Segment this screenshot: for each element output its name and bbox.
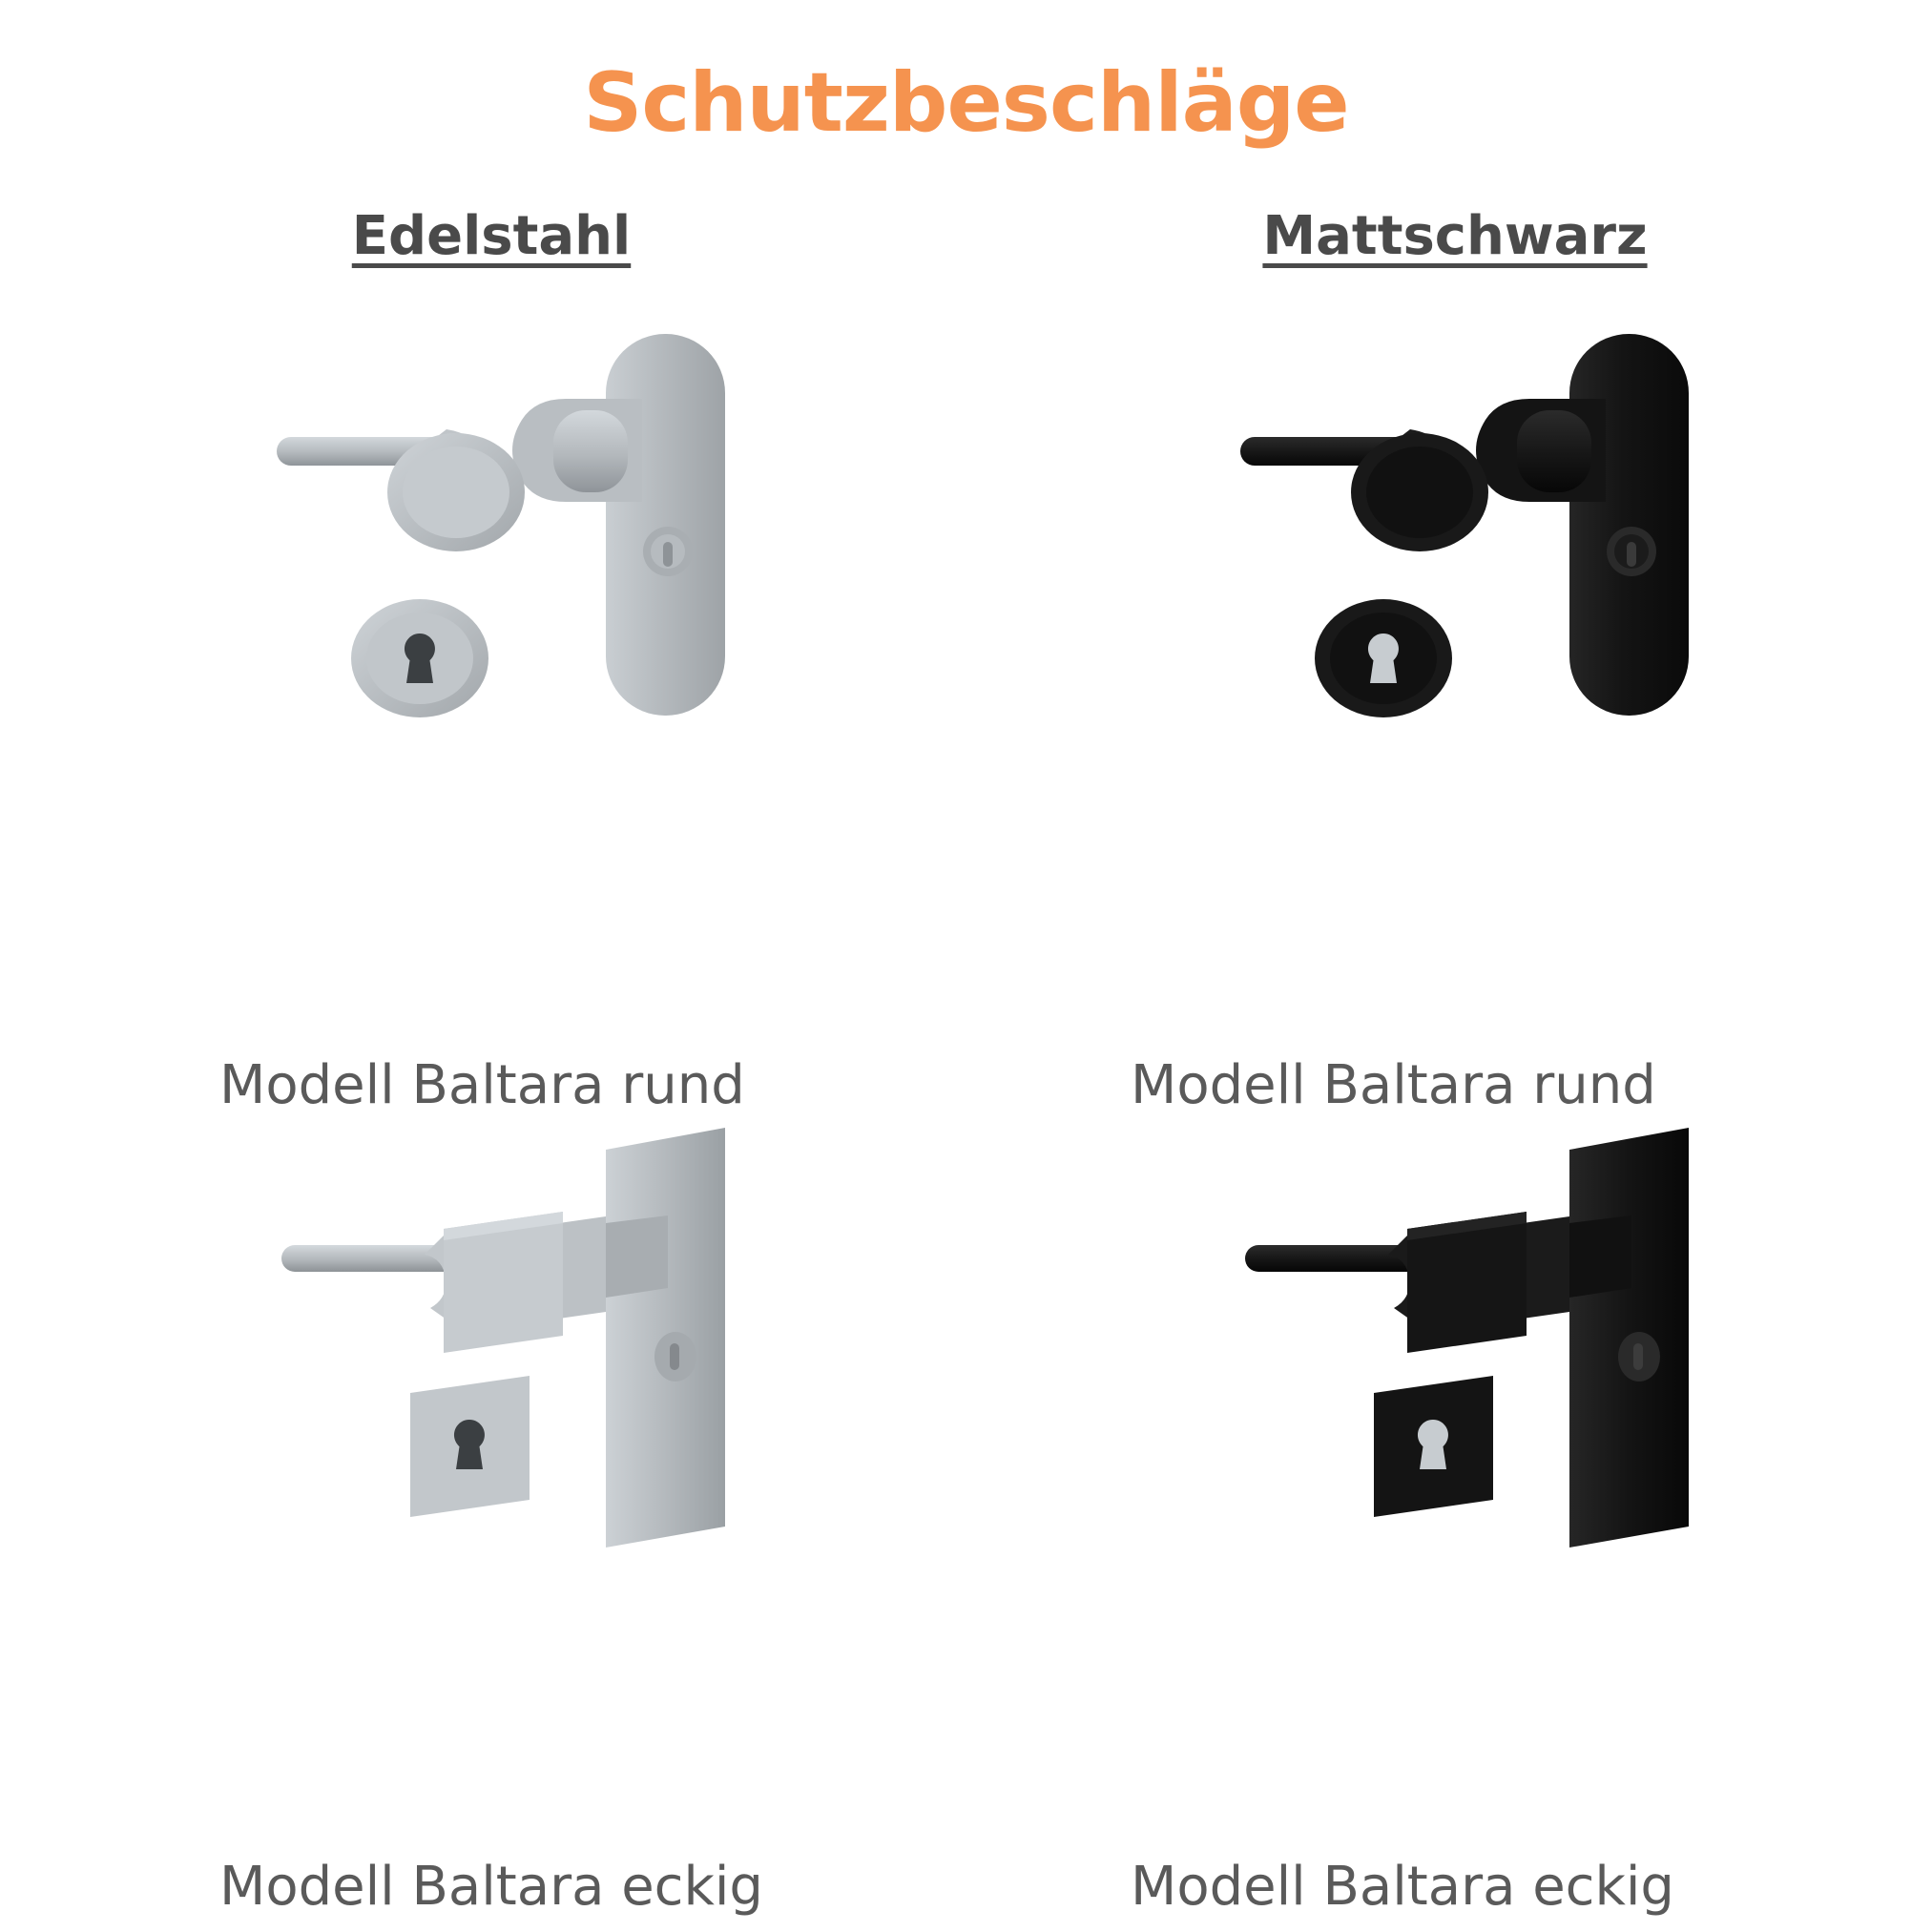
product-caption: Modell Baltara rund [1131, 1054, 1656, 1116]
door-fitting-round-illustration [1021, 315, 1880, 954]
product-caption: Modell Baltara eckig [1131, 1856, 1674, 1918]
product-caption: Modell Baltara rund [219, 1054, 745, 1116]
product-caption: Modell Baltara eckig [219, 1856, 763, 1918]
door-fitting-square-illustration [57, 1116, 916, 1755]
product-card-mattschwarz-rund[interactable] [1021, 315, 1880, 1116]
page-title: Schutzbeschläge [583, 55, 1349, 151]
column-heading-edelstahl: Edelstahl [351, 205, 632, 267]
column-heading-mattschwarz: Mattschwarz [1262, 205, 1648, 267]
product-card-edelstahl-eckig[interactable] [57, 1116, 916, 1918]
door-fitting-round-illustration [57, 315, 916, 954]
product-card-edelstahl-rund[interactable] [57, 315, 916, 1116]
product-card-mattschwarz-eckig[interactable] [1021, 1116, 1880, 1918]
door-fitting-square-illustration [1021, 1116, 1880, 1755]
